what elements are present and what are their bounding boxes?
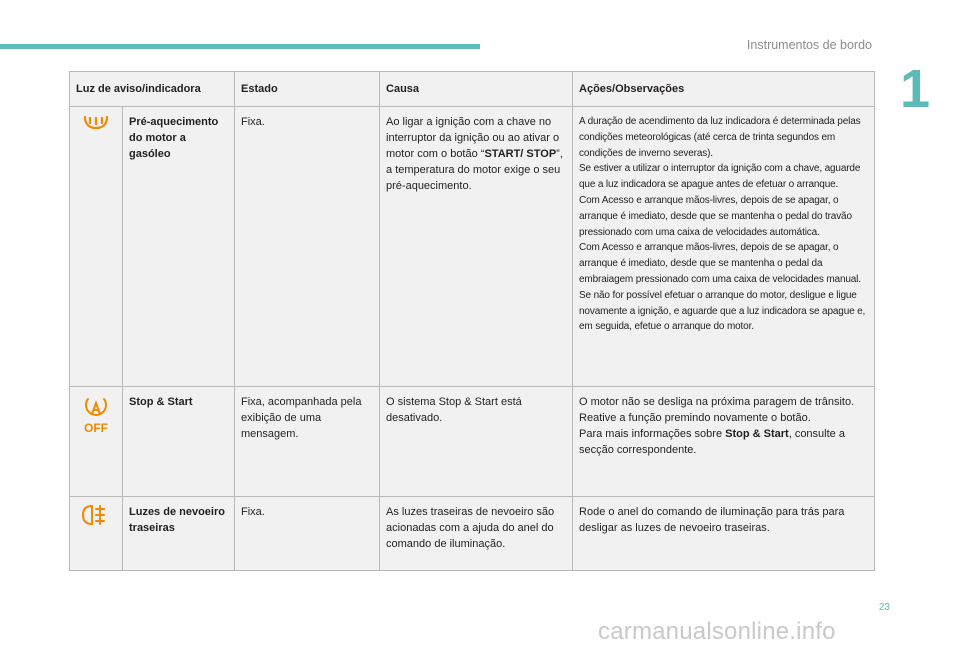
table-row <box>70 107 875 387</box>
table-header-row <box>70 72 875 107</box>
glow-plug-icon <box>83 114 109 132</box>
header-accent-bar <box>0 44 480 49</box>
icon-cell <box>70 497 123 571</box>
cause-text: Ao ligar a ignição com a chave no interruptor da ignição ou ao ativar o motor com o botão “ <box>386 116 560 160</box>
observation-line: Com Acesso e arranque mãos-livres, depois de se apagar, o arranque é imediato, desde que se mantenha o pedal da embraiagem pressionado com uma caixa de velocidades manual. <box>579 242 861 285</box>
warning-lights-table <box>69 71 875 571</box>
stop-start-off-icon <box>80 394 112 434</box>
icon-cell <box>70 387 123 497</box>
start-stop-label: START/ STOP <box>484 148 557 160</box>
column-header-state: Estado <box>235 72 380 107</box>
light-name: Luzes de nevoeiro traseiras <box>123 497 235 571</box>
column-header-cause: Causa <box>380 72 573 107</box>
light-name: Pré-aquecimento do motor a gasóleo <box>123 107 235 387</box>
light-name: Stop & Start <box>123 387 235 497</box>
light-state: Fixa. <box>235 497 380 571</box>
observation-line: Reative a função premindo novamente o botão. <box>579 412 811 424</box>
observation-line: Se estiver a utilizar o interruptor da ignição com a chave, aguarde que a luz indicadora se apague antes de efetuar o arranque. <box>579 163 861 191</box>
column-header-actions: Ações/Observações <box>573 72 875 107</box>
table-row <box>70 497 875 571</box>
chapter-number: 1 <box>900 59 931 119</box>
stop-start-reference: Stop & Start <box>725 428 789 440</box>
light-cause: As luzes traseiras de nevoeiro são acionadas com a ajuda do anel do comando de iluminação. <box>380 497 573 571</box>
page-number: 23 <box>878 602 890 613</box>
off-label: OFF <box>84 421 108 434</box>
observation-line: Se não for possível efetuar o arranque do motor, desligue e ligue novamente a ignição, e aguarde que a luz indicadora se apague e, em seguida, efetue o arranque do motor. <box>579 289 866 333</box>
watermark: carmanualsonline.info <box>598 618 836 645</box>
light-cause <box>380 107 573 387</box>
observation-line: O motor não se desliga na próxima paragem de trânsito. <box>579 396 855 408</box>
column-header-light: Luz de aviso/indicadora <box>70 72 235 107</box>
icon-cell <box>70 107 123 387</box>
rear-fog-light-icon <box>81 504 111 526</box>
light-cause: O sistema Stop & Start está desativado. <box>380 387 573 497</box>
light-state: Fixa, acompanhada pela exibição de uma mensagem. <box>235 387 380 497</box>
observation-line: Com Acesso e arranque mãos-livres, depois de se apagar, o arranque é imediato, desde que se mantenha o pedal do travão pressionado com uma caixa de velocidades automática. <box>579 194 852 238</box>
light-observations <box>573 387 875 497</box>
light-observations: Rode o anel do comando de iluminação para trás para desligar as luzes de nevoeiro traseiras. <box>573 497 875 571</box>
cause-text: ”, a temperatura do motor exige o seu pré-aquecimento. <box>386 148 563 192</box>
light-state: Fixa. <box>235 107 380 387</box>
light-observations <box>573 107 875 387</box>
chapter-title: Instrumentos de bordo <box>746 38 872 52</box>
table-row <box>70 387 875 497</box>
observation-line: A duração de acendimento da luz indicadora é determinada pelas condições meteorológicas (até cerca de trinta segundos em condições de inverno severas). <box>579 116 861 159</box>
observation-line: Para mais informações sobre Stop & Start, consulte a secção correspondente. <box>579 428 845 456</box>
